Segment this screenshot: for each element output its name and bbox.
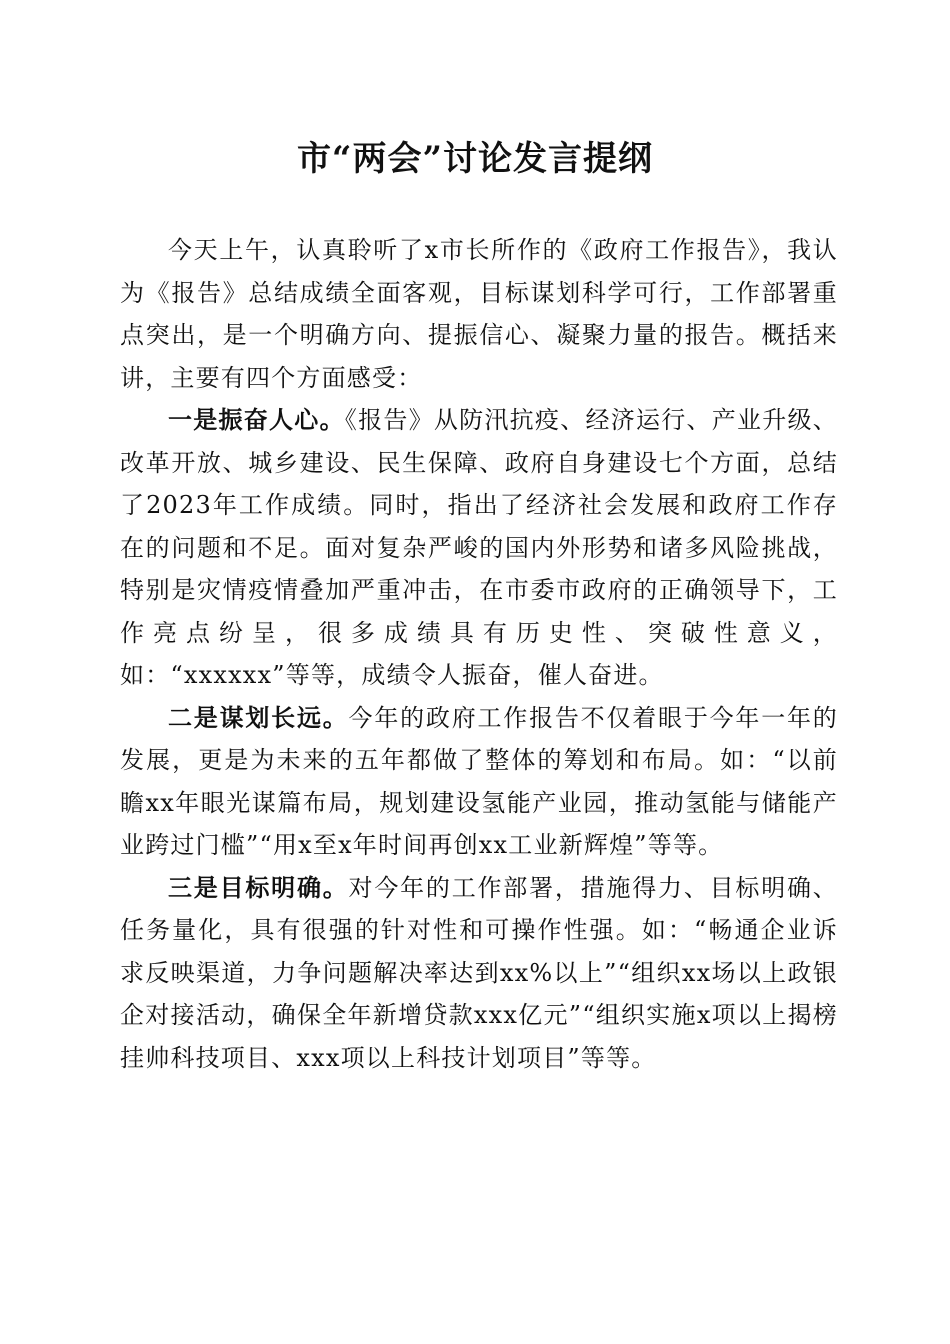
paragraph-lead: 二是谋划长远。 xyxy=(168,702,349,732)
paragraph-point-one xyxy=(120,399,838,697)
paragraph-point-two xyxy=(120,697,838,867)
paragraph-text: 今天上午，认真聆听了x市长所作的《政府工作报告》，我认为《报告》总结成绩全面客观，目标谋划科学可行，工作部署重点突出，是一个明确方向、提振信心、凝聚力量的报告。概括来讲，主要有四个方面感受： xyxy=(120,236,838,392)
paragraph-intro xyxy=(120,229,838,399)
document-body xyxy=(120,229,838,1079)
document-title: 市“两会”讨论发言提纲 xyxy=(296,139,654,179)
paragraph-text: 《报告》从防汛抗疫、经济运行、产业升级、改革开放、城乡建设、民生保障、政府自身建设七个方面，总结了2023年工作成绩。同时，指出了经济社会发展和政府工作存在的问题和不足。面对复杂严峻的国内外形势和诸多风险挑战，特别是灾情疫情叠加严重冲击，在市委市政府的正确领导下，工作亮点纷呈，很多成绩具有历史性、突破性意义，如：“xxxxxx”等等，成绩令人振奋，催人奋进。 xyxy=(120,406,839,689)
paragraph-lead: 一是振奋人心。 xyxy=(168,405,345,434)
paragraph-text: 对今年的工作部署，措施得力、目标明确、任务量化，具有很强的针对性和可操作性强。如：“畅通企业诉求反映渠道，力争问题解决率达到xx%以上”“组织xx场以上政银企对接活动，确保全年新增贷款xxx亿元”“组织实施x项以上揭榜挂帅科技项目、xxx项以上科技计划项目”等等。 xyxy=(120,873,838,1072)
paragraph-text: 今年的政府工作报告不仅着眼于今年一年的发展，更是为未来的五年都做了整体的筹划和布局。如：“以前瞻xx年眼光谋篇布局，规划建设氢能产业园，推动氢能与储能产业跨过门槛”“用x至x年时间再创xx工业新辉煌”等等。 xyxy=(120,703,838,859)
paragraph-lead: 三是目标明确。 xyxy=(168,872,349,902)
paragraph-point-three xyxy=(120,867,838,1080)
